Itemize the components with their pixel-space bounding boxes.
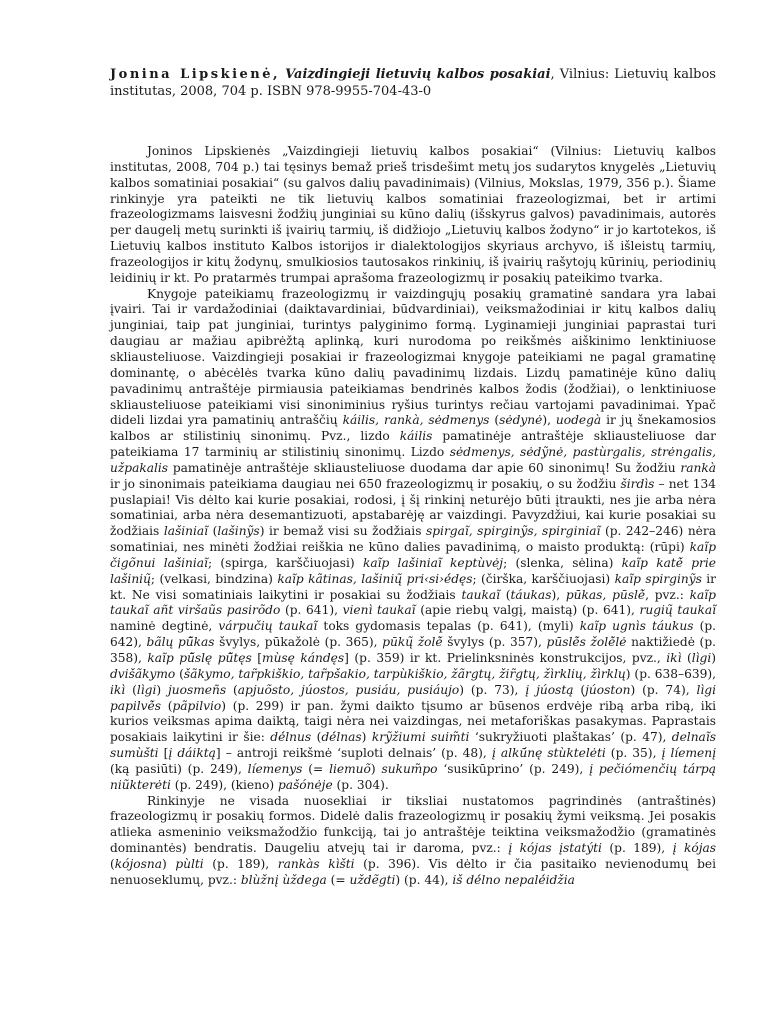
text-run: (p. 304). [332, 777, 389, 792]
italic-example: širdìs [620, 476, 655, 491]
publication-details: , Vilnius: Lietuvių kalbos institutas, 2008, 704 p. ISBN 978-9955-704-43-0 [110, 67, 716, 99]
italic-example: ikì [110, 682, 126, 697]
italic-example: lìgi papilvė̃s [110, 682, 716, 713]
italic-example: į líemenį [661, 746, 716, 761]
text-run: (p. 242–246) nėra somatiniai, nes minėti žodžiai reiškia ne kūno dalies pavadinimą, o maisto produktą: (rūpi) [110, 524, 716, 555]
italic-example: kaĩp čigõnui lašiniaĩ [110, 540, 716, 570]
italic-example: lašiniaĩ [163, 524, 209, 539]
italic-example: kaĩp pū̃slę pū̃tęs [147, 651, 252, 665]
text-run: ), [551, 587, 566, 602]
italic-example: kójosna [114, 856, 162, 871]
italic-example: káilis, rankà, sėdmenys [342, 413, 490, 428]
text-run: ( [208, 524, 218, 539]
text-run: naminė degtinė, [110, 619, 219, 634]
italic-example: kaĩp ugnìs táukus [579, 619, 694, 634]
text-run: švylys (p. 357), [442, 635, 547, 650]
text-run: (p. 35), [605, 746, 662, 761]
italic-example: pūslė̃s žolė̃lė [546, 635, 627, 650]
italic-example: mùsę kándęs [262, 651, 345, 665]
italic-example: į pečiómenčių tárpą niũkterėti [110, 761, 716, 792]
text-run: (p. 189), [203, 856, 278, 871]
italic-example: sukum̃po [381, 761, 438, 776]
text-run: ] (p. 359) ir kt. Prielinksninės konstrukcijos, pvz., [344, 651, 667, 665]
text-run: ( [110, 856, 115, 871]
text-run: , pvz.: [645, 587, 690, 602]
text-run: naktižiedė (p. 358), [110, 635, 716, 665]
text-run: ) (p. 74), [630, 682, 697, 697]
italic-example: dvišãkymo [110, 666, 176, 681]
text-run: ( [161, 698, 173, 713]
text-run: ‘susikūprino’ (p. 249), [437, 761, 590, 776]
italic-example: táukas [510, 587, 552, 602]
text-run: ( [500, 587, 511, 602]
italic-example: kaĩp taukaĩ añt viršaũs pasirõdo [110, 587, 716, 618]
italic-example: dė́lnas [321, 730, 362, 745]
text-run: (apie riebų valgį, maistą) (p. 641), [415, 603, 640, 618]
text-run: ; (spirga, karščiuojasi) [207, 555, 363, 570]
italic-example: į dáiktą [168, 746, 216, 761]
text-run: pamatinėje antraštėje skliausteliuose dar pateikiama 17 tarminių ar stilistinių sinonimų. Lizdo [110, 429, 716, 460]
paragraph [110, 794, 716, 889]
text-run: ( [573, 682, 586, 697]
italic-example: kaĩp spirginỹs [614, 571, 702, 586]
italic-example: lìgi [136, 682, 157, 697]
text-run: ) [370, 761, 382, 776]
italic-example: kaĩp katė̃ prie lašinių̃ [110, 555, 716, 586]
text-run: ( [311, 730, 322, 745]
text-run: ] – antroji reikšmė ‘suploti delnais’ (p. 48), [215, 746, 492, 761]
text-run: (p. 641), [280, 603, 343, 618]
italic-example: į júostą [525, 682, 574, 697]
text-run: (p. 396). Vis dėlto ir čia pasitaiko nevienodumų bei nenuoseklumų, pvz.: [110, 856, 716, 887]
text-run: ) ir bemaž visi su žodžiais [259, 524, 426, 539]
text-run: ‘sukryžiuoti plaštakas’ (p. 47), [469, 730, 672, 745]
italic-example: káilis [399, 429, 433, 444]
italic-example: kaĩp lašiniaĩ keptùvėj [362, 555, 504, 570]
italic-example: rugių̃ taukaĩ [639, 603, 716, 618]
text-run: ) (p. 299) ir pan. žymi daikto tįsumo ar būsenos erdvėje ribą arba ribą, iki kurios veiksmas apima daiktą, taigi nėra nei vaizdingas, nei metaforiškas pasakymas. Paprastais posakiais laikytini ir šie: [110, 698, 716, 745]
text-run: – net 134 puslapiai! Vis dėlto kai kurie posakiai, rodosi, į šį rinkinį neturėjo būti įtraukti, nes jie arba nėra somatiniai, arba nėra desemantizuoti, apstabarėję ar vaizdingi. Pavyzdžiui, kai kurie posakiai su žodžiais [110, 476, 717, 539]
text-run: ) (p. 73), [459, 682, 526, 697]
italic-example: pūkas, pūslė̃ [565, 587, 646, 602]
text-run: (p. 249), (kieno) [170, 777, 278, 792]
text-run: švylys, pūkažolė (p. 365), [214, 635, 383, 650]
author-name: Jonina Lipskienė, [110, 67, 281, 82]
text-run: ir kt. Ne visi somatiniais laikytini ir posakiai su žodžiais [110, 571, 717, 602]
italic-example: liemuõ [329, 761, 371, 776]
italic-example: spirgaĩ, spirginỹs, spirginiaĩ [425, 524, 601, 539]
text-run: ) [161, 856, 176, 871]
text-run: (p. 189), [601, 841, 673, 856]
italic-example: lìgi [691, 651, 712, 665]
text-run: ; (velkasi, bindzina) [150, 571, 278, 586]
italic-example: uodegà [555, 413, 602, 428]
text-run: toks gydomasis tepalas (p. 641), (myli) [317, 619, 580, 634]
italic-example: júoston [585, 682, 631, 697]
text-run: ; (čirška, karščiuojasi) [472, 571, 615, 586]
text-run: ir jo sinonimais pateikiama daugiau nei 650 frazeologizmų ir posakių, o su žodžiu [110, 476, 621, 491]
text-run: (ką pasiūti) (p. 249), [110, 761, 248, 776]
italic-example: pūkų̃ žolė̃ [382, 635, 443, 650]
italic-example: blùžnį ùždega [240, 872, 327, 887]
italic-example: ikì [666, 651, 682, 665]
text-run: ir jų šnekamosios kalbos ar stilistinių sinonimų. Pvz., lizdo [110, 413, 716, 444]
text-run: (= [326, 872, 350, 887]
italic-example: uždẽgti [349, 872, 396, 887]
italic-example: sėdmenys, sėdỹnė, pastùrgalis, strėngalis, užpakalis [110, 445, 716, 475]
review-body [110, 144, 716, 889]
italic-example: rankà [680, 460, 716, 475]
italic-example: delnaĩs sumùšti [110, 730, 716, 761]
italic-example: apjuõsto, júostos, pusiáu, pusiáujo [237, 682, 460, 697]
italic-example: lašinỹs [217, 524, 260, 539]
italic-example: pašónėje [277, 777, 333, 792]
text-run: (p. 642), [110, 619, 716, 650]
italic-example: vienì taukaĩ [342, 603, 416, 618]
italic-example: kaĩp kãtinas, lašinių̃ pri‹si›ė́dęs [277, 571, 473, 586]
text-run: ( [681, 651, 692, 665]
italic-example: juosmeñs [168, 682, 227, 697]
italic-example: krỹžiumi suim̃ti [371, 730, 470, 745]
text-run: [ [251, 651, 263, 665]
paragraph [110, 287, 716, 794]
text-run: ) [711, 651, 716, 665]
text-run: ( [226, 682, 238, 697]
book-citation [110, 66, 716, 100]
text-run: Rinkinyje ne visada nuosekliai ir tiksliai nustatomos pagrindinės (antraštinės) frazeologizmų ir posakių formos. Didelė dalis frazeologizmų ir posakių žymi veiksmą. Jei posakis atlieka asmeninio veiksmažodžio funkciją, tai jo antraštėje teiktina veiksmažodžio (gramatinės dominantės) bendratis. Daugeliu atvejų tai ir daroma, pvz.: [110, 793, 716, 856]
italic-example: várpučių taukaĩ [218, 619, 318, 634]
italic-example: taukaĩ [461, 587, 500, 602]
italic-example: šãkymo, tar̃pkiškio, tar̃pšakio, tarpùkiškio, žãrgtų, žir̃gtų, žìrklių, žìrklų [183, 666, 626, 681]
italic-example: líemenys [247, 761, 303, 776]
italic-example: į alkū́nę stùktelėti [491, 746, 606, 761]
text-run: ) (p. 44), [395, 872, 453, 887]
paragraph [110, 144, 716, 287]
text-run: Joninos Lipskienės „Vaizdingieji lietuvių kalbos posakiai“ (Vilnius: Lietuvių kalbos institutas, 2008, 704 p.) tai tęsinys bemaž prieš trisdešimt metų jos sudarytos knygelės „Lietuvių kalbos somatiniai posakiai“ (su galvos dalių pavadinimais) (Vilnius, Mokslas, 1979, 356 p.). Šiame rinkinyje yra pateikti ne tik lietuvių kalbos somatiniai frazeologizmai, bet ir artimi frazeologizmams laisvesni žodžių junginiai su kūno dalių (išskyrus galvos) pavadinimais, autorės per daugelį metų surinkti iš įvairių tarmių, iš didžiojo „Lietuvių kalbos žodyno“ ir jo kartotekos, iš Lietuvių kalbos instituto Kalbos istorijos ir dialektologijos skyriaus archyvo, iš išleistų tarmių, frazeologijos ir kitų žodynų, smulkiosios tautosakos rinkinių, iš įvairių rašytojų kūrinių, periodinių leidinių ir kt. Po pratarmės trumpai aprašoma frazeologizmų ir posakių pateikimo tvarka. [110, 144, 716, 285]
text-run: ( [489, 413, 500, 428]
italic-example: sėdynė [499, 413, 543, 428]
text-run: (= [302, 761, 330, 776]
italic-example: dė́lnus [270, 730, 312, 745]
text-run: ( [125, 682, 137, 697]
italic-example: pùlti [175, 856, 204, 871]
italic-example: rankàs kìšti [277, 856, 355, 871]
text-run: [ [158, 746, 169, 761]
text-run: ) (p. 638–639), [625, 666, 716, 681]
text-run: ( [175, 666, 184, 681]
italic-example: iš dė́lno nepalė́idžia [452, 872, 575, 887]
text-run: ) [361, 730, 372, 745]
book-title: Vaizdingieji lietuvių kalbos posakiai [285, 67, 551, 82]
italic-example: bãlų pū̃kas [146, 635, 215, 650]
text-run: pamatinėje antraštėje skliausteliuose duodama dar apie 60 sinonimų! Su žodžiu [168, 460, 681, 475]
italic-example: į kójas įstatýti [508, 841, 602, 856]
text-run: ; (slenka, sėlina) [503, 555, 622, 570]
text-run: Knygoje pateikiamų frazeologizmų ir vaizdingųjų posakių gramatinė sandara yra labai įvairi. Tai ir vardažodiniai (daiktavardiniai, būdvardiniai), veiksmažodiniai ir kitų kalbos dalių junginiai, taip pat junginiai, turintys palyginimo formą. Lyginamieji junginiai paprastai turi daugiau ar mažiau apibrėžtą aplinką, kuri nurodoma po reikšmės aiškinimo lenktiniuose skliausteliuose. Vaizdingieji posakiai ir frazeologizmai knygoje pateikiami ne pagal gramatinę dominantę, o abėcėlės tvarka kūno dalių pavadinimų lizdais. Lizdų pamatinėje kūno dalių pavadinimų antraštėje pirmiausia pateikiamas bendrinės kalbos žodis (žodžiai), o lenktiniuose skliausteliuose pateikiami visi sinoniminius ryšius turintys rečiau vartojami pavadinimai. Ypač dideli lizdai yra pamatinių antraščių [110, 286, 716, 428]
text-run: ) [156, 682, 168, 697]
italic-example: pãpilvio [172, 698, 222, 713]
italic-example: į kójas [672, 841, 716, 856]
text-run: ), [542, 413, 556, 428]
